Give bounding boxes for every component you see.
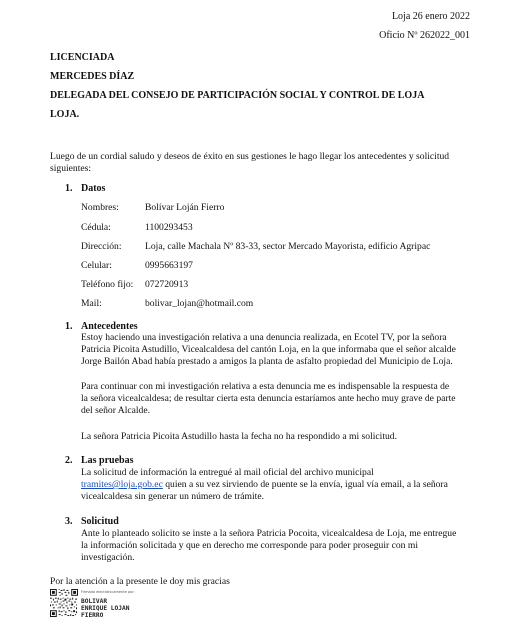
intro-line-1: Luego de un cordial saludo y deseos de éxito en sus gestiones le hago llegar los antecedentes y solicitud — [50, 151, 450, 162]
closing-text: Por la atención a la presente le doy mis gracias — [50, 576, 230, 587]
section-antecedentes-number: 1. — [65, 321, 73, 332]
intro-line-2: siguientes: — [50, 163, 92, 174]
recipient-city: LOJA. — [50, 109, 80, 120]
field-label-nombres: Nombres: — [81, 202, 119, 213]
solicitud-line-3: investigación. — [81, 552, 135, 563]
antecedentes-p2-line-1: Para continuar con mi investigación relativa a esta denuncia me es indispensable la respuesta de — [81, 381, 450, 392]
signature-name-line-2: ENRIQUE LOJAN — [81, 605, 130, 612]
signature-name-line-3: FIERRO — [81, 612, 104, 619]
letter-date: Loja 26 enero 2022 — [391, 11, 470, 22]
field-value-cedula: 1100293453 — [145, 222, 193, 233]
signature-caption: Firmado electrónicamente por: — [81, 590, 135, 594]
office-number: Oficio Nº 262022_001 — [379, 30, 470, 41]
antecedentes-p2-line-2: la señora vicealcaldesa; de resultar cierta esta denuncia estaríamos ante hecho muy grave de parte — [81, 393, 456, 404]
field-value-mail: bolivar_lojan@hotmail.com — [145, 298, 254, 309]
antecedentes-p2-line-3: del señor Alcalde. — [81, 405, 150, 416]
antecedentes-p1-line-1: Estoy haciendo una investigación relativa a una denuncia realizada, en Ecotel TV, por la señora — [81, 332, 447, 343]
field-value-nombres: Bolívar Loján Fierro — [145, 202, 225, 213]
section-pruebas-title: Las pruebas — [81, 455, 134, 466]
field-value-celular: 0995663197 — [145, 260, 193, 271]
section-solicitud-title: Solicitud — [81, 516, 119, 527]
solicitud-line-2: la información solicitada y que en derecho me corresponde para poder proseguir con mi — [81, 540, 418, 551]
field-value-telefono: 072720913 — [145, 279, 189, 290]
antecedentes-p1-line-3: Jorge Bailón Abad había prestado a amigos la planta de asfalto propiedad del Municipio de Loja. — [81, 356, 453, 367]
recipient-title: LICENCIADA — [50, 52, 115, 63]
section-pruebas-number: 2. — [65, 455, 73, 466]
field-value-direccion: Loja, calle Machala Nº 83-33, sector Mercado Mayorista, edificio Agripac — [145, 241, 431, 252]
pruebas-line-2-rest: quien a su vez sirviendo de puente se la envía, igual vía email, a la señora — [162, 479, 448, 490]
signature-name-line-1: BOLIVAR — [81, 598, 108, 605]
field-label-celular: Celular: — [81, 260, 112, 271]
field-label-cedula: Cédula: — [81, 222, 111, 233]
antecedentes-p1-line-2: Patricia Picoita Astudillo, Vicealcaldesa del cantón Loja, en la que informaba que el señor alcalde — [81, 344, 456, 355]
section-solicitud-number: 3. — [65, 516, 73, 527]
section-datos-number: 1. — [65, 183, 73, 194]
email-link[interactable]: tramites@loja.gob.ec — [81, 479, 163, 490]
field-label-telefono: Teléfono fijo: — [81, 279, 134, 290]
pruebas-line-1: La solicitud de información la entregué al mail oficial del archivo municipal — [81, 467, 374, 478]
section-antecedentes-title: Antecedentes — [81, 321, 138, 332]
antecedentes-p3: La señora Patricia Picoita Astudillo hasta la fecha no ha respondido a mi solicitud. — [81, 431, 397, 442]
field-label-mail: Mail: — [81, 298, 102, 309]
recipient-position: DELEGADA DEL CONSEJO DE PARTICIPACIÓN SOCIAL Y CONTROL DE LOJA — [50, 90, 425, 101]
solicitud-line-1: Ante lo planteado solicito se inste a la señora Patricia Pocoita, vicealcaldesa de Loja, me entregue — [81, 528, 457, 539]
recipient-name: MERCEDES DÍAZ — [50, 71, 135, 82]
pruebas-line-3: vicealcaldesa sin generar un número de trámite. — [81, 491, 264, 502]
qr-code-icon — [50, 589, 78, 617]
section-datos-title: Datos — [81, 183, 106, 194]
field-label-direccion: Dirección: — [81, 241, 122, 252]
